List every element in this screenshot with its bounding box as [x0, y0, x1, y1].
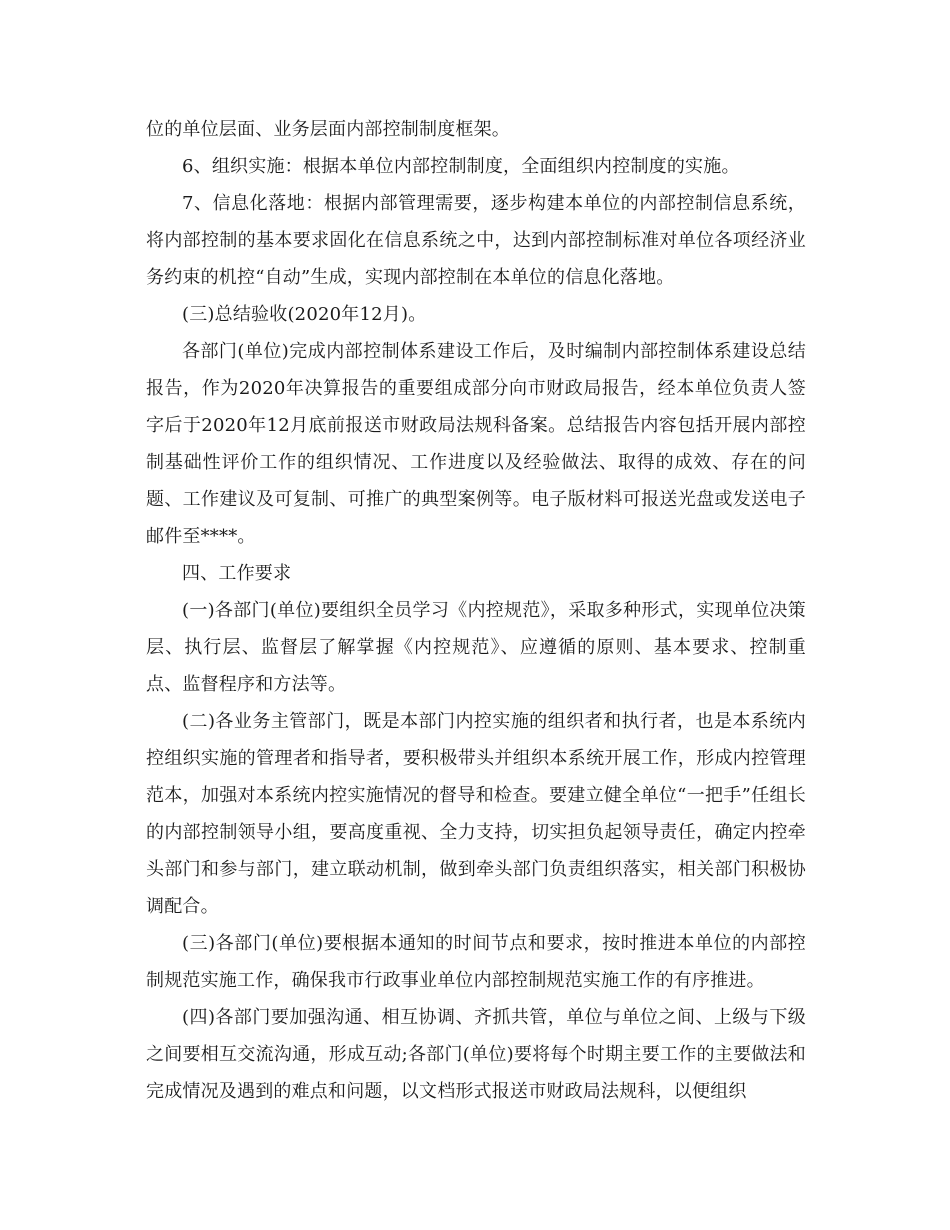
paragraph-item-6: 6、组织实施：根据本单位内部控制制度，全面组织内控制度的实施。 — [182, 156, 740, 177]
paragraph-continuation: 位的单位层面、业务层面内部控制制度框架。 — [146, 119, 510, 140]
paragraph-requirement-2: (二)各业务主管部门，既是本部门内控实施的组织者和执行者，也是本系统内控组织实施的管理者和指导者，要积极带头并组织本系统开展工作，形成内控管理范本，加强对本系统内控实施情况的督导和检查。要建立健全单位“一把手”任组长的内部控制领导小组，要高度重视、全力支持，切实担负起领导责任，确定内控牵头部门和参与部门，建立联动机制，做到牵头部门负责组织落实，相关部门积极协调配合。 — [146, 711, 806, 917]
section-heading-work-requirements: 四、工作要求 — [182, 563, 292, 584]
paragraph-requirement-4: (四)各部门要加强沟通、相互协调、齐抓共管，单位与单位之间、上级与下级之间要相互交流沟通，形成互动;各部门(单位)要将每个时期主要工作的主要做法和完成情况及遇到的难点和问题，以文档形式报送市财政局法规科，以便组织 — [146, 1007, 806, 1102]
paragraph-summary-report: 各部门(单位)完成内部控制体系建设工作后，及时编制内部控制体系建设总结报告，作为2020年决算报告的重要组成部分向市财政局报告，经本单位负责人签字后于2020年12月底前报送市财政局法规科备案。总结报告内容包括开展内部控制基础性评价工作的组织情况、工作进度以及经验做法、取得的成效、存在的问题、工作建议及可复制、可推广的典型案例等。电子版材料可报送光盘或发送电子邮件至****。 — [146, 341, 806, 547]
paragraph-item-7: 7、信息化落地：根据内部管理需要，逐步构建本单位的内部控制信息系统，将内部控制的基本要求固化在信息系统之中，达到内部控制标准对单位各项经济业务约束的机控“自动”生成，实现内部控制在本单位的信息化落地。 — [146, 193, 806, 288]
paragraph-requirement-3: (三)各部门(单位)要根据本通知的时间节点和要求，按时推进本单位的内部控制规范实施工作，确保我市行政事业单位内部控制规范实施工作的有序推进。 — [146, 933, 806, 991]
document-body — [146, 111, 806, 1110]
section-heading-summary-acceptance: (三)总结验收(2020年12月)。 — [182, 304, 427, 325]
paragraph-requirement-1: (一)各部门(单位)要组织全员学习《内控规范》，采取多种形式，实现单位决策层、执行层、监督层了解掌握《内控规范》、应遵循的原则、基本要求、控制重点、监督程序和方法等。 — [146, 600, 806, 695]
